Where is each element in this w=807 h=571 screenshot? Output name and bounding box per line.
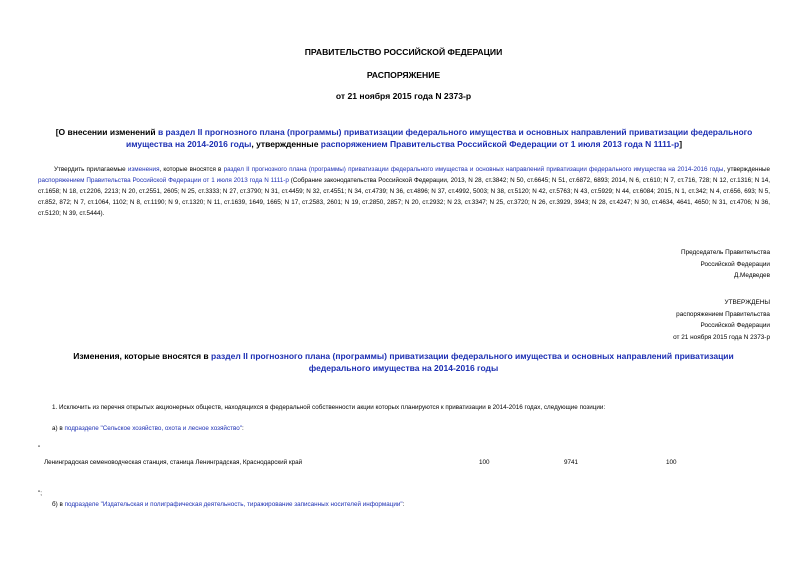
item-1-text: 1. Исключить из перечня открытых акционерных обществ, находящихся в федеральной собственности акции которых планируются к приватизации в 2014-2016 годах, следующие позиции: xyxy=(52,404,606,411)
signature-block xyxy=(681,247,770,282)
table-row xyxy=(44,457,744,469)
approved-line-1: УТВЕРЖДЕНЫ xyxy=(724,299,770,306)
signature-line-2: Российской Федерации xyxy=(700,260,770,268)
changes-title xyxy=(60,350,747,374)
body-text-1: Утвердить прилагаемые xyxy=(54,166,128,173)
body-text-4: (Собрание законодательства Российской Федерации, 2013, N 28, ст.3842; N 50, ст.6645; N 51, ст.6872, 6893; 2014, N 6, ст.610; N 7, ст.716, 728; N 12, ст.1316; N 14, ст.1658; N 18, ст.2206, 2213; N 20, ст.2551, 2605; N 25, ст.3333; N 27, ст.3790; N 31, ст.4459; N 32, ст.4551; N 34, ст.4739; N 36, ст.4896; N 37, ст.4992, 5003; N 38, ст.5120; N 42, ст.5763; N 43, ст.5929; N 44, ст.6084; 2015, N 1, ст.342; N 4, ст.656, 693; N 5, ст.852, 872; N 7, ст.1064, 1102; N 8, ст.1190; N 9, ст.1320; N 11, ст.1639, 1649, 1665; N 17, ст.2583, 2601; N 19, ст.2850, 2857; N 20, ст.2932; N 23, ст.3347; N 25, ст.3720; N 26, ст.3929, 3943; N 28, ст.4247; N 30, ст.4634, 4641, 4650; N 31, ст.4706; N 36, ст.5120; N 39, ст.5444). xyxy=(38,177,770,217)
table-cell-col1: 100 xyxy=(479,459,490,466)
close-quote: "; xyxy=(38,490,42,497)
title-mid: , утвержденные xyxy=(251,139,321,149)
changes-title-link[interactable]: раздел II прогнозного плана (программы) приватизации федерального имущества и основных направлений приватизации федерального имущества на 2014-2016 годы xyxy=(211,351,734,373)
body-text-3: , утвержденные xyxy=(723,166,770,173)
org-name: ПРАВИТЕЛЬСТВО РОССИЙСКОЙ ФЕДЕРАЦИИ xyxy=(304,47,503,57)
approved-block xyxy=(673,297,770,343)
subsection-b-prefix: б) в xyxy=(52,501,65,508)
body-text-2: , которые вносятся в xyxy=(159,166,224,173)
subsection-b-suffix: : xyxy=(402,501,405,508)
table-cell-name: Ленинградская семеноводческая станция, станица Ленинградская, Краснодарский край xyxy=(44,459,303,466)
title-open: [О внесении изменений xyxy=(55,127,158,137)
subsection-a-suffix: : xyxy=(242,425,244,432)
table-cell-col3: 100 xyxy=(666,459,677,466)
document-type: РАСПОРЯЖЕНИЕ xyxy=(366,70,441,80)
subsection-b-link[interactable]: подразделе "Издательская и полиграфическая деятельность, тиражирование записанных носителей информации" xyxy=(64,501,403,508)
approved-line-3: Российской Федерации xyxy=(700,322,770,329)
document-date-number: от 21 ноября 2015 года N 2373-р xyxy=(335,91,472,101)
document-title xyxy=(38,126,770,150)
body-link-order[interactable]: распоряжением Правительства Российской Федерации от 1 июля 2013 года N 1111-р xyxy=(38,177,289,184)
signature-line-1: Председатель Правительства xyxy=(681,249,770,256)
approved-line-2: распоряжением Правительства xyxy=(676,310,770,318)
body-paragraph xyxy=(38,164,770,219)
changes-title-text: Изменения, которые вносятся в xyxy=(73,351,211,361)
title-link-section[interactable]: в раздел II прогнозного плана (программы) приватизации федерального имущества и основных направлений приватизации федерального имущества на 2014-2016 годы xyxy=(125,127,753,149)
subsection-b xyxy=(52,499,404,510)
body-link-changes[interactable]: изменения xyxy=(127,166,160,173)
signature-line-3: Д.Медведев xyxy=(733,272,770,279)
subsection-a xyxy=(52,423,244,434)
body-link-section[interactable]: раздел II прогнозного плана (программы) приватизации федерального имущества и основных направлений приватизации федерального имущества на 2014-2016 годы xyxy=(223,166,724,173)
subsection-a-prefix: а) в xyxy=(52,425,65,432)
title-close: ] xyxy=(679,139,683,149)
approved-line-4: от 21 ноября 2015 года N 2373-р xyxy=(673,333,770,341)
open-quote: " xyxy=(38,445,41,452)
table-cell-col2: 9741 xyxy=(564,459,579,466)
subsection-a-link[interactable]: подразделе "Сельское хозяйство, охота и лесное хозяйство" xyxy=(64,425,242,432)
title-link-order[interactable]: распоряжением Правительства Российской Федерации от 1 июля 2013 года N 1111-р xyxy=(320,139,680,149)
